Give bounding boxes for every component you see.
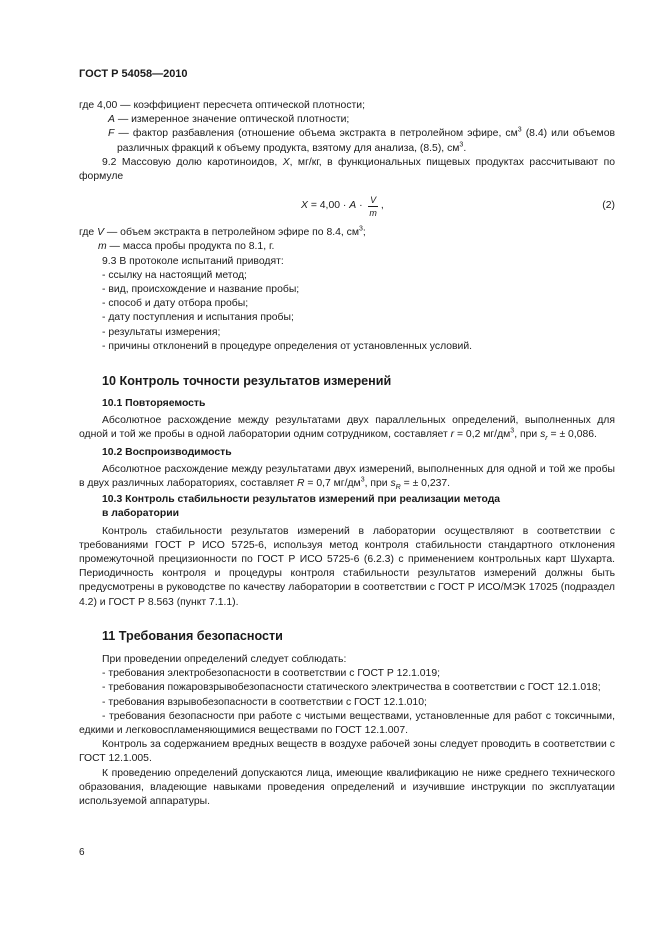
formula-fraction: [367, 195, 379, 218]
where-v-text-2: — объем экстракта в петролейном эфире по 8.4, см: [104, 227, 359, 239]
where-m: [98, 240, 615, 254]
list-item: - требования безопасности при работе с чистыми веществами, установленные для работ с токсичными, едкими и легковоспламеняющимися веществами по ГОСТ 12.1.007.: [79, 710, 615, 736]
p92-text-2: , мг/кг, в функциональных пищевых продуктах рассчитывают по формуле: [79, 156, 616, 183]
page-number: 6: [79, 847, 85, 858]
section-11-title: 11 Требования безопасности: [102, 628, 283, 643]
s102-sub: R: [395, 484, 401, 492]
p92-text-1: 9.2 Массовую долю каротиноидов,: [102, 156, 283, 168]
symbol-s: s: [540, 429, 546, 441]
where-f-end: .: [463, 142, 467, 154]
formula-lhs: X: [301, 200, 308, 212]
list-item: - требования электробезопасности в соответствии с ГОСТ Р 12.1.019;: [102, 668, 440, 680]
list-item: - требования взрывобезопасности в соответствии с ГОСТ 12.1.010;: [102, 696, 427, 708]
list-item: - способ и дату отбора пробы;: [102, 298, 249, 310]
list-item: - результаты измерения;: [102, 326, 221, 338]
formula-number: (2): [602, 200, 615, 212]
section-10-heading-wrap: [102, 373, 615, 389]
symbol-a: A: [108, 114, 115, 126]
formula-dot: ·: [356, 200, 366, 212]
s102-sup: 3: [360, 476, 365, 484]
where-v-end: ;: [362, 227, 366, 239]
section-11-staff: К проведению определений допускаются лица, имеющие квалификацию не ниже среднего технического образования, владеющие навыками проведения определений и изучившие инструкции по эксплуатации используемой аппаратуры.: [79, 767, 615, 807]
s102-text-4: = ± 0,237.: [400, 478, 451, 490]
page-body: [79, 99, 615, 809]
list-item: - вид, происхождение и название пробы;: [102, 284, 300, 296]
formula-denominator: m: [369, 207, 377, 218]
symbol-f: F: [108, 128, 115, 140]
s101-sub: r: [545, 435, 548, 443]
list-item: - требования пожаровзрывобезопасности статического электричества в соответствии с ГОСТ 12.1.018;: [102, 682, 601, 694]
symbol-r: r: [450, 429, 455, 441]
s101-text-3: , при: [514, 429, 541, 441]
formula-a: A: [349, 200, 357, 212]
symbol-s2: s: [390, 478, 396, 490]
section-10-1-heading-wrap: [102, 397, 615, 411]
formula-numerator: V: [370, 194, 377, 205]
symbol-r-cap: R: [296, 478, 305, 490]
section-10-title: 10 Контроль точности результатов измерений: [102, 374, 392, 389]
where-f-sup: 3: [517, 126, 522, 134]
section-11-heading-wrap: [102, 628, 615, 644]
list-item: - дату поступления и испытания пробы;: [102, 312, 294, 324]
paragraph-9-3-intro: 9.3 В протоколе испытаний приводят:: [102, 255, 284, 267]
where-v-sup: 3: [359, 225, 363, 233]
symbol-x: X: [282, 156, 290, 168]
s101-text-1: Абсолютное расхождение между результатами двух параллельных определений, выполненных для одной и той же пробы в одной лаборатории одним сотрудником, составляет: [79, 415, 615, 441]
formula-body: [301, 195, 384, 218]
formula-2: [79, 186, 615, 226]
section-10-2-heading-wrap: [102, 446, 615, 460]
formula-eq: = 4,00 ·: [307, 200, 350, 212]
section-10-3-title-1: 10.3 Контроль стабильности результатов измерений при реализации метода: [102, 494, 501, 506]
list-item: - причины отклонений в процедуре определения от установленных условий.: [102, 340, 473, 352]
section-11-intro: При проведении определений следует соблюдать:: [102, 653, 347, 665]
section-10-3-heading-wrap: [102, 493, 615, 521]
where-coefficient: где 4,00 — коэффициент пересчета оптической плотности;: [79, 100, 365, 111]
where-f-text-1: — фактор разбавления (отношение объема экстракта в петролейном эфире, см: [114, 128, 518, 140]
where-a-text: — измеренное значение оптической плотности;: [114, 114, 350, 126]
section-10-3-title-2: в лаборатории: [102, 508, 179, 520]
section-10-1-text: [79, 414, 615, 442]
where-f: [108, 126, 615, 155]
document-header: ГОСТ Р 54058—2010: [79, 68, 188, 80]
list-item: - ссылку на настоящий метод;: [102, 269, 247, 281]
symbol-v: V: [97, 227, 104, 239]
where-f-text-2: (8.4) или объемов различных фракций к объему продукта, взятому для анализа, (8.5), см: [117, 128, 615, 154]
s102-text-3: , при: [364, 478, 391, 490]
symbol-m: m: [98, 241, 107, 253]
s101-text-4: = ± 0,086.: [547, 429, 597, 441]
where-f-sup2: 3: [459, 141, 464, 149]
section-10-2-text: [79, 463, 615, 491]
formula-tail: ,: [380, 200, 384, 212]
where-m-text: — масса пробы продукта по 8.1, г.: [106, 241, 275, 253]
s101-text-2: = 0,2 мг/дм: [454, 429, 511, 441]
section-10-3-text: Контроль стабильности результатов измерений в лаборатории осуществляют в соответствии с требованиями ГОСТ Р ИСО 5725-6, используя метод контроля стабильности стандартного отклонения промежуточной прецизионности по ГОСТ Р ИСО 5725-6 (6.2.3) с применением контрольных карт Шухарта. Периодичность контроля и процедуры контроля стабильности результатов измерений должны быть предусмотрены в руководстве по качеству лаборатории в соответствии с ГОСТ Р ИСО/МЭК 17025 (подраздел 4.2) и ГОСТ Р 8.563 (пункт 7.1.1).: [79, 525, 615, 608]
s102-text-2: = 0,7 мг/дм: [304, 478, 361, 490]
paragraph-9-2: [79, 156, 615, 184]
section-10-2-title: 10.2 Воспроизводимость: [102, 446, 232, 458]
section-11-control: Контроль за содержанием вредных веществ в воздухе рабочей зоны следует проводить в соответствии с ГОСТ 12.1.005.: [79, 739, 615, 765]
s101-sup: 3: [510, 427, 515, 435]
where-v: [79, 226, 615, 240]
where-v-text-1: где: [79, 227, 98, 239]
section-10-1-title: 10.1 Повторяемость: [102, 398, 206, 410]
s102-text-1: Абсолютное расхождение между результатами двух измерений, выполненных для одной и той же пробы в двух различных лабораториях, составляет: [79, 463, 615, 490]
where-a: [108, 113, 615, 127]
